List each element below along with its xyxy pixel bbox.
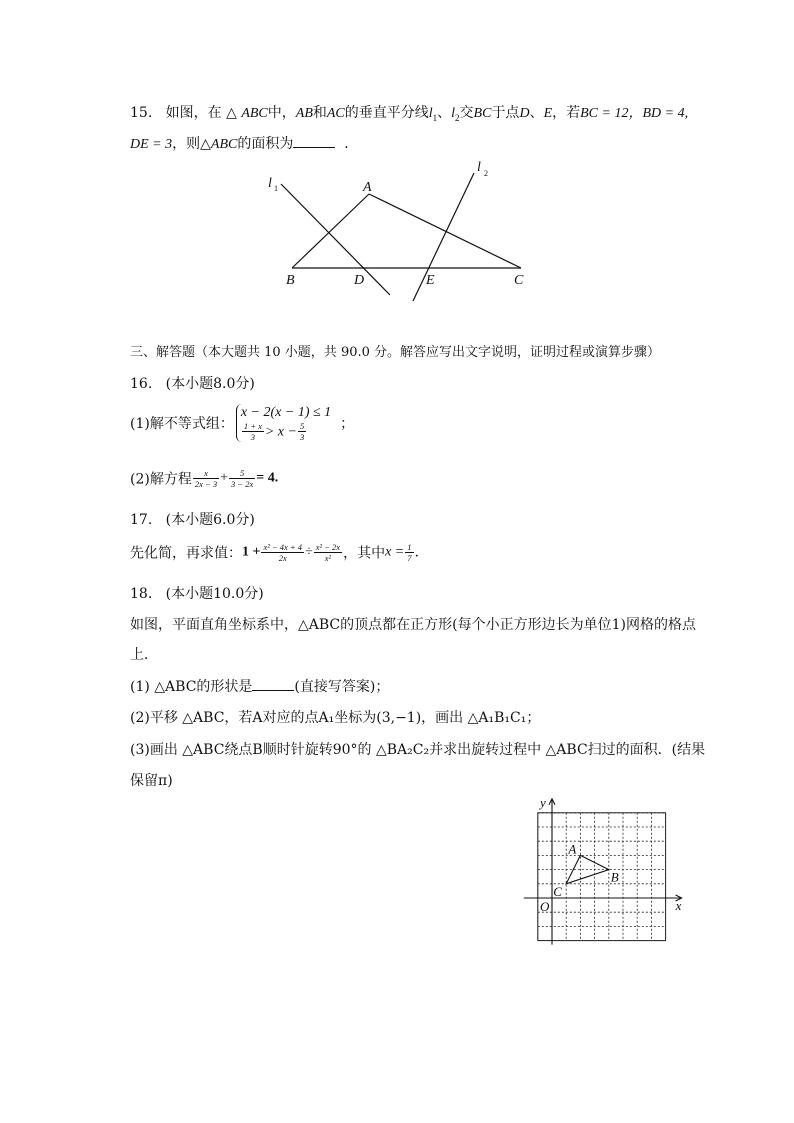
- q15-number: 15.: [130, 105, 153, 121]
- label-d: D: [354, 273, 365, 288]
- q17-frac-3: [405, 542, 413, 563]
- line-l1: l: [428, 106, 433, 121]
- x-axis-arrow: [676, 895, 682, 901]
- q15-period: ．: [344, 136, 359, 152]
- q18-intro-2: [130, 645, 158, 665]
- q15-dun2: 、: [529, 105, 544, 121]
- triangle-abc: [566, 855, 609, 883]
- segment-ab: [292, 194, 369, 268]
- q18-part1-end: (直接写答案)；: [294, 679, 390, 695]
- seg-bc: BC: [473, 106, 492, 121]
- q17-frac-3-num: 1: [407, 542, 412, 552]
- q17-lead: 先化简，再求值：: [130, 545, 242, 562]
- label-l2: l: [477, 160, 481, 175]
- ineq2-frac2: [298, 421, 306, 442]
- q18-part3-a-text: (3)画出 △ABC绕点B顺时针旋转90°的 △BA₂C₂并求出旋转过程中 △ABC扫过的面积．(结果: [130, 742, 706, 758]
- eq-frac-1: [193, 468, 219, 489]
- q15-and: 和: [312, 105, 327, 121]
- ineq2-frac-num: 1 + x: [243, 421, 262, 431]
- label-a: A: [363, 180, 372, 195]
- q17-div: ÷: [305, 544, 313, 560]
- inequality-system: [236, 404, 331, 442]
- ineq2-frac2-den: 3: [299, 432, 305, 442]
- ineq2-frac-den: 3: [250, 432, 255, 442]
- q18-part2: [130, 708, 540, 728]
- line-l1-sub: 1: [432, 112, 438, 123]
- label-e: E: [426, 273, 435, 288]
- q17-mid: ，其中: [343, 545, 386, 562]
- q17-frac-2-den: x²: [324, 553, 332, 563]
- q17-frac-2: [314, 542, 342, 563]
- seg-ab: AB: [295, 106, 313, 121]
- q16-part2: [130, 468, 278, 489]
- section-3-title: [130, 343, 660, 363]
- q18-intro-2-text: 上．: [130, 647, 158, 663]
- tri-abc: ABC: [241, 106, 268, 121]
- label-l1-sub: 1: [274, 184, 278, 193]
- axis-y-label: y: [540, 794, 546, 810]
- line-l2-sub: 2: [455, 112, 460, 123]
- q15-line2: [130, 134, 358, 155]
- eq-frac-2-num: 5: [229, 468, 255, 479]
- q16-part1: [130, 404, 354, 442]
- q15-text-a: 如图，在: [165, 105, 222, 121]
- label-l1: l: [268, 176, 272, 191]
- tri-symbol: △: [226, 106, 237, 121]
- q16-number: 16.: [130, 376, 153, 392]
- q15-text-g: ，则: [172, 136, 201, 152]
- q18-part2-text: (2)平移 △ABC，若A对应的点A₁坐标为(3,−1)，画出 △A₁B₁C₁；: [130, 710, 541, 726]
- q17-body: [130, 542, 419, 563]
- q15-text-c: 的垂直平分线: [344, 105, 429, 121]
- inequality-2: [241, 421, 331, 442]
- q15-condition-1: BC = 12，BD = 4,: [580, 106, 689, 121]
- q17-frac-1-den: 2x: [278, 553, 287, 563]
- q15-text-h: 的面积为: [237, 136, 294, 152]
- q17-end: .: [414, 544, 419, 561]
- q16-part2-label: (2)解方程: [130, 471, 192, 488]
- origin-label: O: [540, 899, 550, 914]
- q15-dun: 、: [437, 105, 452, 121]
- tri-abc-2: ABC: [210, 137, 238, 152]
- q17-score: (本小题6.0分): [165, 512, 255, 528]
- point-e: E: [543, 106, 553, 121]
- q15-line1: [130, 103, 688, 128]
- eq-frac-1-den: 2x − 3: [194, 479, 218, 489]
- y-axis-arrow: [549, 799, 555, 805]
- grid-label-b: B: [610, 869, 619, 885]
- eq-frac-2: [229, 468, 255, 489]
- segment-ac: [369, 194, 521, 268]
- seg-ac: AC: [326, 106, 345, 121]
- answer-blank-2[interactable]: [252, 677, 294, 691]
- q17-frac-3-den: 7: [407, 553, 412, 563]
- q15-condition-2: DE = 3: [130, 137, 173, 152]
- q15-text-f: ，若: [552, 105, 581, 121]
- line-l1-graph: [281, 184, 390, 295]
- point-d: D: [519, 106, 530, 121]
- q18-score: (本小题10.0分): [165, 586, 264, 602]
- q18-intro-1: [130, 615, 696, 635]
- line-l2-graph: [413, 173, 474, 301]
- q15-text-e: 于点: [491, 105, 520, 121]
- label-b: B: [286, 273, 295, 288]
- eq-frac-1-num: x: [193, 468, 219, 479]
- section-3-text: 三、解答题（本大题共 10 小题，共 90.0 分。解答应写出文字说明，证明过程或演算步骤）: [130, 345, 661, 360]
- ineq2-frac: [242, 421, 264, 442]
- q17-number: 17.: [130, 512, 153, 528]
- grid-border: [538, 813, 666, 941]
- q18-part3-b: [130, 771, 173, 791]
- q18-part3-b-text: 保留π): [130, 773, 173, 789]
- q16-part1-label: (1)解不等式组：: [130, 416, 234, 432]
- q18-part3-a: [130, 740, 705, 760]
- q17-one-plus: 1 +: [242, 544, 261, 560]
- q17-header: [130, 510, 255, 530]
- ineq2-frac2-num: 5: [299, 421, 305, 431]
- q17-frac-1-num: x² − 4x + 4: [263, 542, 303, 552]
- inequality-1: x − 2(x − 1) ≤ 1: [240, 405, 332, 420]
- q18-part1: [130, 677, 389, 697]
- q15-text-d: 交: [459, 105, 474, 121]
- q18-number: 18.: [130, 586, 153, 602]
- q16-header: [130, 374, 255, 394]
- q15-text-b: 中，: [267, 105, 296, 121]
- q18-part1-text: (1) △ABC的形状是: [130, 679, 253, 695]
- grid-label-a: A: [568, 841, 577, 857]
- q17-frac-2-num: x² − 2x: [315, 542, 341, 552]
- q17-frac-1: [261, 542, 304, 563]
- answer-blank[interactable]: [293, 134, 335, 148]
- line-l2: l: [451, 106, 456, 121]
- eq-plus: +: [220, 470, 229, 486]
- ineq2-mid: > x −: [264, 424, 297, 440]
- q18-intro-1-text: 如图，平面直角坐标系中，△ABC的顶点都在正方形(每个小正方形边长为单位1)网格的格点: [130, 617, 696, 633]
- eq-frac-2-den: 3 − 2x: [231, 479, 254, 489]
- label-l2-sub: 2: [484, 169, 488, 178]
- q17-x-eq: x =: [385, 544, 405, 560]
- q16-score: (本小题8.0分): [165, 376, 255, 392]
- q16-part1-end: ；: [340, 416, 355, 432]
- grid-label-c: C: [553, 883, 562, 899]
- q18-header: [130, 584, 264, 604]
- eq-rhs: = 4.: [256, 470, 279, 486]
- axis-x-label: x: [675, 898, 682, 913]
- tri-symbol-2: △: [200, 137, 211, 152]
- label-c: C: [514, 273, 524, 288]
